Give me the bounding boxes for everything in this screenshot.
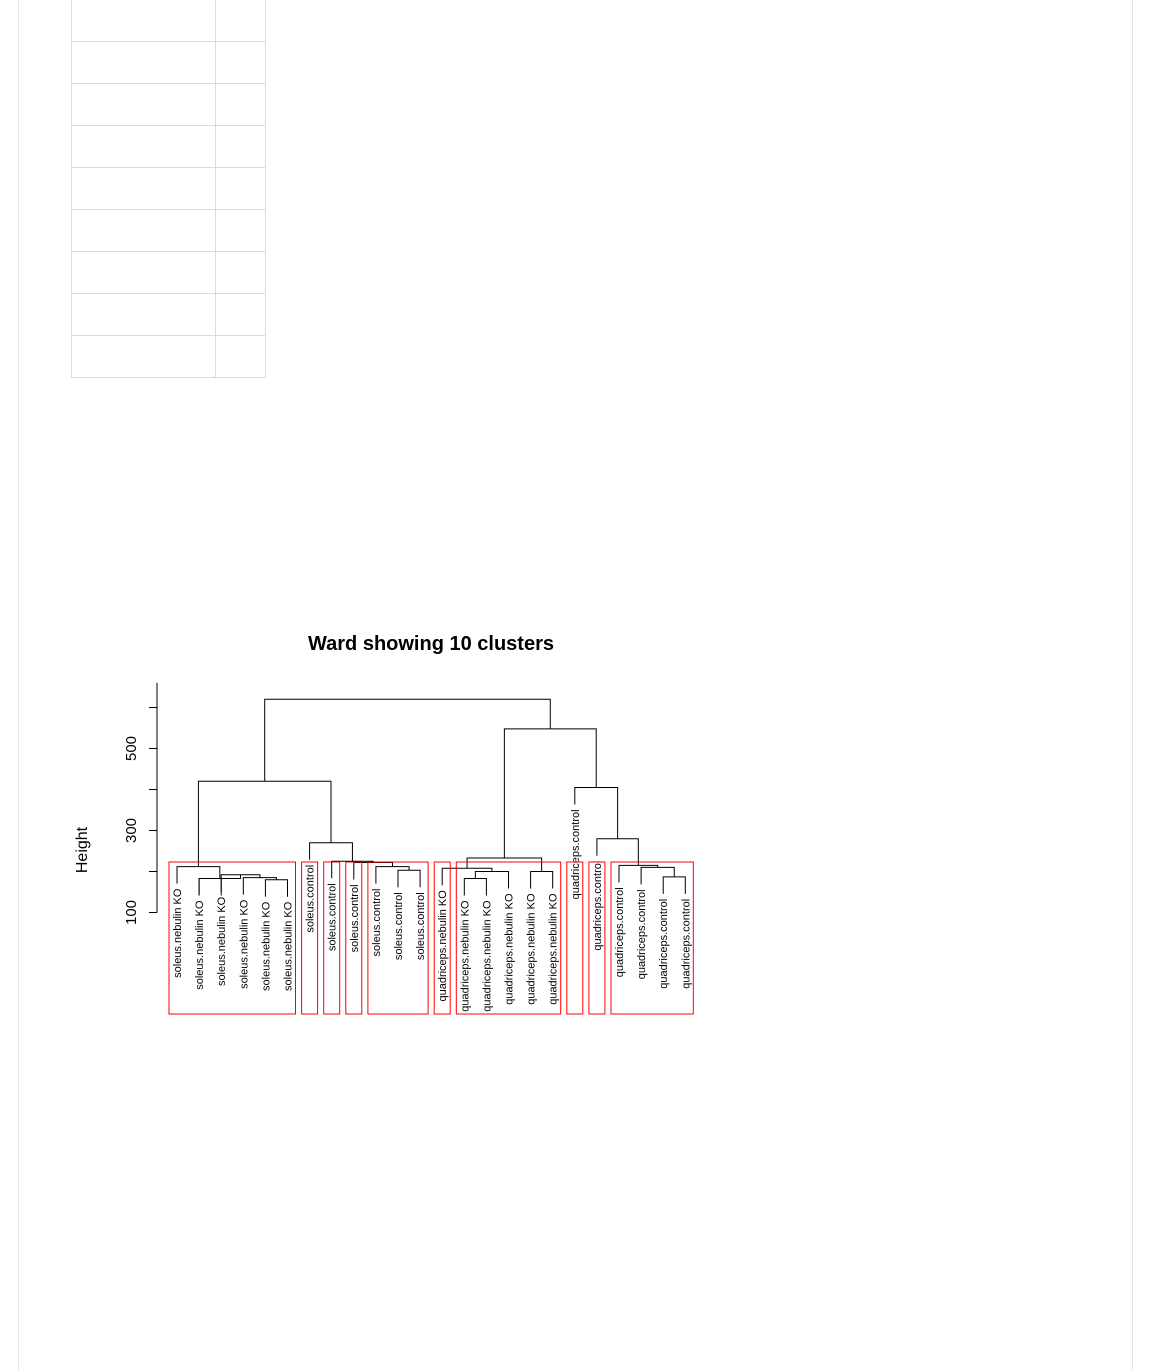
y-axis-label: Height bbox=[74, 826, 91, 874]
dendrogram-link bbox=[398, 870, 420, 887]
leaf-label: quadriceps.nebulin KO bbox=[437, 890, 450, 1002]
dendrogram-link bbox=[475, 872, 508, 889]
dendrogram-link bbox=[663, 877, 685, 894]
leaf-label: quadriceps.nebulin KO bbox=[459, 900, 472, 1012]
leaf-label: soleus.control bbox=[348, 884, 361, 953]
dendrogram-link bbox=[265, 699, 551, 781]
dendrogram-link bbox=[199, 878, 221, 895]
dendrogram-link bbox=[310, 843, 353, 861]
y-tick-label: 500 bbox=[123, 735, 140, 762]
leaf-label: quadriceps.nebulin KO bbox=[481, 900, 494, 1012]
y-tick-label: 100 bbox=[123, 899, 140, 926]
leaf-label: soleus.nebulin KO bbox=[194, 900, 207, 990]
leaf-label: quadriceps.control bbox=[614, 887, 626, 978]
dendrogram-link bbox=[504, 729, 596, 858]
leaf-label: soleus.nebulin KO bbox=[260, 901, 273, 991]
leaf-label: quadriceps.nebulin KO bbox=[525, 893, 538, 1005]
leaf-label: quadriceps.control bbox=[680, 898, 693, 989]
leaf-label: soleus.nebulin KO bbox=[238, 899, 251, 989]
y-tick-label: 300 bbox=[123, 817, 140, 844]
dendrogram-link bbox=[641, 867, 674, 884]
chart-title: Ward showing 10 clusters bbox=[308, 633, 554, 655]
leaf-label: soleus.control bbox=[370, 888, 383, 957]
leaf-label: quadriceps.control bbox=[658, 898, 671, 989]
y-axis bbox=[123, 683, 157, 925]
dendrogram-link bbox=[354, 862, 393, 879]
dendrogram-link bbox=[442, 868, 492, 885]
leaf-label: quadriceps.control bbox=[636, 889, 649, 980]
leaf-label: soleus.control bbox=[304, 864, 317, 933]
cluster-box bbox=[169, 862, 296, 1014]
dendrogram-link bbox=[265, 880, 287, 897]
dendrogram-links bbox=[177, 699, 685, 896]
leaf-label: soleus.control bbox=[393, 892, 405, 961]
dendrogram-link bbox=[177, 867, 220, 884]
leaf-label: quadriceps.control bbox=[591, 860, 604, 951]
leaf-label: soleus.nebulin KO bbox=[172, 888, 184, 978]
dendrogram-link bbox=[464, 878, 486, 895]
dendrogram-link bbox=[198, 781, 331, 866]
dendrogram-link bbox=[531, 872, 553, 889]
leaf-label: quadriceps.nebulin KO bbox=[503, 893, 516, 1005]
dendrogram-link bbox=[376, 867, 409, 884]
leaf-label: soleus.control bbox=[326, 883, 339, 952]
leaf-label: soleus.nebulin KO bbox=[216, 896, 229, 987]
leaf-label: quadriceps.nebulin KO bbox=[547, 893, 560, 1005]
leaf-labels bbox=[172, 809, 692, 1011]
dendrogram-link bbox=[332, 861, 373, 878]
leaf-label: quadriceps.control bbox=[569, 809, 582, 900]
leaf-label: soleus.control bbox=[415, 892, 428, 961]
leaf-label: soleus.nebulin KO bbox=[282, 901, 295, 991]
dendrogram-link bbox=[467, 858, 542, 872]
